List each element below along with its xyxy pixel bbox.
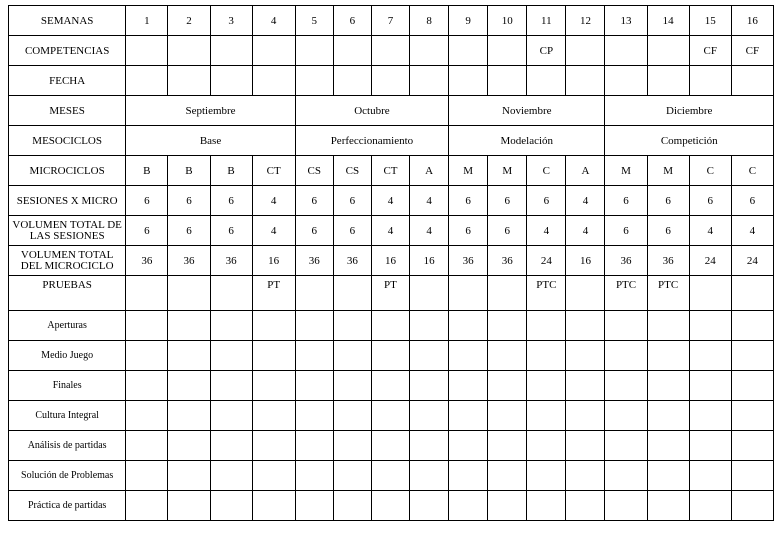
row-microciclos <box>9 156 774 186</box>
cell-volumen-sesiones: 4 <box>566 216 605 246</box>
cell-volumen-micro: 36 <box>647 246 689 276</box>
cell-empty <box>168 341 210 371</box>
cell-empty <box>371 401 409 431</box>
cell-empty <box>566 341 605 371</box>
cell-empty <box>333 431 371 461</box>
cell-prueba <box>295 276 333 311</box>
row-label-microciclos: MICROCICLOS <box>9 156 126 186</box>
cell-empty <box>731 431 773 461</box>
cell-empty <box>566 491 605 521</box>
cell-volumen-micro: 24 <box>527 246 566 276</box>
row-label-medio-juego: Medio Juego <box>9 341 126 371</box>
cell-volumen-micro: 24 <box>689 246 731 276</box>
cell-fecha <box>126 66 168 96</box>
row-label-practica-partidas: Práctica de partidas <box>9 491 126 521</box>
cell-fecha <box>168 66 210 96</box>
cell-semanas: 4 <box>252 6 295 36</box>
row-semanas <box>9 6 774 36</box>
cell-empty <box>527 371 566 401</box>
cell-prueba: PTC <box>527 276 566 311</box>
cell-empty <box>168 461 210 491</box>
cell-empty <box>371 431 409 461</box>
cell-microciclo: C <box>731 156 773 186</box>
cell-sesiones: 4 <box>566 186 605 216</box>
cell-volumen-micro: 36 <box>605 246 647 276</box>
cell-empty <box>295 431 333 461</box>
cell-empty <box>647 341 689 371</box>
cell-semanas: 3 <box>210 6 252 36</box>
cell-fecha <box>689 66 731 96</box>
cell-competencias <box>295 36 333 66</box>
cell-empty <box>295 371 333 401</box>
cell-sesiones: 6 <box>647 186 689 216</box>
cell-fecha <box>252 66 295 96</box>
cell-sesiones: 6 <box>210 186 252 216</box>
cell-empty <box>566 371 605 401</box>
cell-fecha <box>210 66 252 96</box>
cell-semanas: 13 <box>605 6 647 36</box>
row-label-pruebas: PRUEBAS <box>9 276 126 311</box>
cell-semanas: 11 <box>527 6 566 36</box>
cell-volumen-micro: 36 <box>333 246 371 276</box>
cell-prueba <box>410 276 449 311</box>
cell-empty <box>410 371 449 401</box>
cell-competencias <box>605 36 647 66</box>
cell-fecha <box>449 66 488 96</box>
cell-empty <box>333 401 371 431</box>
cell-prueba <box>449 276 488 311</box>
cell-empty <box>731 311 773 341</box>
row-label-volumen-microciclo: VOLUMEN TOTAL DEL MICROCICLO <box>9 246 126 276</box>
cell-fecha <box>566 66 605 96</box>
cell-semanas: 6 <box>333 6 371 36</box>
cell-empty <box>210 461 252 491</box>
cell-microciclo: CS <box>333 156 371 186</box>
cell-fecha <box>410 66 449 96</box>
cell-empty <box>295 341 333 371</box>
cell-empty <box>647 311 689 341</box>
cell-fecha <box>527 66 566 96</box>
cell-empty <box>410 341 449 371</box>
cell-competencias <box>333 36 371 66</box>
cell-volumen-micro: 16 <box>410 246 449 276</box>
cell-prueba <box>333 276 371 311</box>
cell-empty <box>449 491 488 521</box>
cell-semanas: 9 <box>449 6 488 36</box>
cell-empty <box>410 401 449 431</box>
cell-sesiones: 6 <box>295 186 333 216</box>
cell-fecha <box>647 66 689 96</box>
cell-empty <box>168 371 210 401</box>
cell-sesiones: 6 <box>126 186 168 216</box>
cell-empty <box>333 311 371 341</box>
row-label-volumen-sesiones: VOLUMEN TOTAL DE LAS SESIONES <box>9 216 126 246</box>
cell-empty <box>168 401 210 431</box>
cell-empty <box>488 461 527 491</box>
cell-empty <box>410 431 449 461</box>
cell-sesiones: 6 <box>488 186 527 216</box>
cell-fecha <box>605 66 647 96</box>
cell-empty <box>449 311 488 341</box>
row-finales <box>9 371 774 401</box>
cell-empty <box>527 401 566 431</box>
cell-microciclo: M <box>605 156 647 186</box>
cell-empty <box>252 341 295 371</box>
cell-empty <box>689 491 731 521</box>
cell-fecha <box>333 66 371 96</box>
row-competencias <box>9 36 774 66</box>
cell-mesociclo: Competición <box>605 126 774 156</box>
cell-volumen-sesiones: 4 <box>689 216 731 246</box>
cell-empty <box>605 401 647 431</box>
cell-empty <box>168 491 210 521</box>
cell-empty <box>371 341 409 371</box>
cell-empty <box>605 491 647 521</box>
cell-empty <box>252 371 295 401</box>
cell-prueba <box>126 276 168 311</box>
cell-microciclo: B <box>210 156 252 186</box>
cell-empty <box>689 461 731 491</box>
cell-empty <box>295 461 333 491</box>
cell-empty <box>488 341 527 371</box>
cell-volumen-micro: 24 <box>731 246 773 276</box>
cell-volumen-sesiones: 6 <box>168 216 210 246</box>
cell-empty <box>566 431 605 461</box>
cell-empty <box>252 491 295 521</box>
cell-empty <box>488 401 527 431</box>
cell-empty <box>126 491 168 521</box>
cell-competencias <box>410 36 449 66</box>
cell-volumen-micro: 16 <box>371 246 409 276</box>
cell-competencias <box>371 36 409 66</box>
cell-empty <box>605 431 647 461</box>
row-solucion-problemas <box>9 461 774 491</box>
cell-empty <box>527 341 566 371</box>
cell-competencias: CP <box>527 36 566 66</box>
cell-volumen-sesiones: 6 <box>210 216 252 246</box>
cell-empty <box>689 341 731 371</box>
cell-empty <box>449 461 488 491</box>
cell-prueba <box>210 276 252 311</box>
cell-empty <box>527 491 566 521</box>
cell-empty <box>210 431 252 461</box>
cell-empty <box>252 431 295 461</box>
cell-empty <box>126 461 168 491</box>
row-practica-partidas <box>9 491 774 521</box>
cell-mes: Septiembre <box>126 96 295 126</box>
cell-empty <box>566 401 605 431</box>
cell-empty <box>689 431 731 461</box>
cell-prueba <box>731 276 773 311</box>
cell-empty <box>371 491 409 521</box>
cell-microciclo: C <box>689 156 731 186</box>
cell-sesiones: 6 <box>689 186 731 216</box>
cell-empty <box>210 401 252 431</box>
row-label-competencias: COMPETENCIAS <box>9 36 126 66</box>
cell-volumen-sesiones: 4 <box>371 216 409 246</box>
cell-prueba <box>566 276 605 311</box>
cell-volumen-micro: 36 <box>168 246 210 276</box>
cell-competencias <box>252 36 295 66</box>
cell-microciclo: CS <box>295 156 333 186</box>
cell-competencias <box>210 36 252 66</box>
row-label-meses: MESES <box>9 96 126 126</box>
cell-empty <box>689 401 731 431</box>
cell-sesiones: 4 <box>410 186 449 216</box>
cell-microciclo: B <box>168 156 210 186</box>
cell-sesiones: 4 <box>371 186 409 216</box>
cell-sesiones: 6 <box>527 186 566 216</box>
cell-volumen-sesiones: 6 <box>647 216 689 246</box>
cell-semanas: 16 <box>731 6 773 36</box>
cell-volumen-sesiones: 4 <box>731 216 773 246</box>
cell-empty <box>168 311 210 341</box>
cell-empty <box>295 311 333 341</box>
cell-empty <box>488 491 527 521</box>
cell-competencias <box>168 36 210 66</box>
cell-empty <box>252 461 295 491</box>
training-plan-table <box>8 5 774 521</box>
cell-semanas: 8 <box>410 6 449 36</box>
cell-sesiones: 6 <box>605 186 647 216</box>
cell-empty <box>731 371 773 401</box>
cell-empty <box>449 431 488 461</box>
cell-empty <box>488 431 527 461</box>
row-medio-juego <box>9 341 774 371</box>
cell-empty <box>731 401 773 431</box>
row-mesociclos <box>9 126 774 156</box>
cell-mesociclo: Modelación <box>449 126 605 156</box>
cell-competencias: CF <box>689 36 731 66</box>
cell-empty <box>647 371 689 401</box>
cell-semanas: 12 <box>566 6 605 36</box>
cell-semanas: 15 <box>689 6 731 36</box>
cell-fecha <box>371 66 409 96</box>
cell-empty <box>410 461 449 491</box>
cell-empty <box>605 341 647 371</box>
cell-volumen-micro: 36 <box>210 246 252 276</box>
cell-empty <box>731 491 773 521</box>
cell-prueba <box>488 276 527 311</box>
cell-empty <box>210 491 252 521</box>
cell-empty <box>488 311 527 341</box>
cell-volumen-micro: 36 <box>126 246 168 276</box>
cell-prueba: PTC <box>605 276 647 311</box>
cell-empty <box>126 371 168 401</box>
cell-volumen-sesiones: 6 <box>333 216 371 246</box>
cell-microciclo: M <box>647 156 689 186</box>
cell-volumen-micro: 36 <box>295 246 333 276</box>
row-cultura-integral <box>9 401 774 431</box>
cell-empty <box>689 371 731 401</box>
cell-empty <box>449 401 488 431</box>
cell-semanas: 2 <box>168 6 210 36</box>
cell-microciclo: CT <box>252 156 295 186</box>
cell-empty <box>410 311 449 341</box>
row-analisis-partidas <box>9 431 774 461</box>
cell-empty <box>566 461 605 491</box>
cell-mes: Diciembre <box>605 96 774 126</box>
cell-mes: Noviembre <box>449 96 605 126</box>
cell-empty <box>126 341 168 371</box>
cell-empty <box>605 371 647 401</box>
cell-microciclo: B <box>126 156 168 186</box>
cell-empty <box>488 371 527 401</box>
row-meses <box>9 96 774 126</box>
cell-volumen-micro: 36 <box>488 246 527 276</box>
cell-empty <box>527 431 566 461</box>
cell-semanas: 10 <box>488 6 527 36</box>
cell-mesociclo: Perfeccionamiento <box>295 126 448 156</box>
row-label-solucion-problemas: Solución de Problemas <box>9 461 126 491</box>
cell-fecha <box>488 66 527 96</box>
cell-mesociclo: Base <box>126 126 295 156</box>
cell-empty <box>410 491 449 521</box>
cell-prueba <box>168 276 210 311</box>
cell-volumen-micro: 16 <box>566 246 605 276</box>
cell-volumen-sesiones: 6 <box>126 216 168 246</box>
cell-empty <box>333 461 371 491</box>
cell-empty <box>252 311 295 341</box>
row-label-fecha: FECHA <box>9 66 126 96</box>
cell-sesiones: 6 <box>449 186 488 216</box>
cell-volumen-sesiones: 6 <box>449 216 488 246</box>
cell-semanas: 14 <box>647 6 689 36</box>
cell-empty <box>731 341 773 371</box>
cell-competencias <box>647 36 689 66</box>
cell-empty <box>449 371 488 401</box>
row-label-sesiones: SESIONES X MICRO <box>9 186 126 216</box>
cell-empty <box>449 341 488 371</box>
cell-sesiones: 6 <box>333 186 371 216</box>
cell-empty <box>647 431 689 461</box>
cell-empty <box>527 461 566 491</box>
cell-semanas: 5 <box>295 6 333 36</box>
cell-empty <box>333 371 371 401</box>
row-label-finales: Finales <box>9 371 126 401</box>
cell-empty <box>566 311 605 341</box>
row-sesiones <box>9 186 774 216</box>
cell-volumen-sesiones: 4 <box>252 216 295 246</box>
cell-empty <box>210 341 252 371</box>
cell-prueba: PT <box>252 276 295 311</box>
row-label-aperturas: Aperturas <box>9 311 126 341</box>
cell-volumen-micro: 16 <box>252 246 295 276</box>
cell-empty <box>647 401 689 431</box>
cell-microciclo: M <box>449 156 488 186</box>
cell-volumen-sesiones: 4 <box>410 216 449 246</box>
cell-fecha <box>731 66 773 96</box>
cell-competencias <box>126 36 168 66</box>
cell-microciclo: M <box>488 156 527 186</box>
row-label-analisis-partidas: Análisis de partidas <box>9 431 126 461</box>
cell-empty <box>647 461 689 491</box>
row-pruebas <box>9 276 774 311</box>
cell-mes: Octubre <box>295 96 448 126</box>
cell-empty <box>647 491 689 521</box>
cell-sesiones: 6 <box>731 186 773 216</box>
cell-empty <box>295 491 333 521</box>
cell-empty <box>126 431 168 461</box>
cell-empty <box>168 431 210 461</box>
cell-competencias <box>449 36 488 66</box>
cell-competencias <box>488 36 527 66</box>
row-label-cultura-integral: Cultura Integral <box>9 401 126 431</box>
cell-volumen-sesiones: 6 <box>605 216 647 246</box>
cell-microciclo: CT <box>371 156 409 186</box>
cell-empty <box>333 341 371 371</box>
row-label-semanas: SEMANAS <box>9 6 126 36</box>
cell-competencias: CF <box>731 36 773 66</box>
row-aperturas <box>9 311 774 341</box>
cell-empty <box>605 311 647 341</box>
cell-semanas: 1 <box>126 6 168 36</box>
cell-sesiones: 6 <box>168 186 210 216</box>
cell-semanas: 7 <box>371 6 409 36</box>
cell-microciclo: C <box>527 156 566 186</box>
cell-empty <box>210 371 252 401</box>
cell-empty <box>333 491 371 521</box>
cell-prueba: PT <box>371 276 409 311</box>
cell-empty <box>295 401 333 431</box>
cell-microciclo: A <box>410 156 449 186</box>
cell-empty <box>689 311 731 341</box>
cell-empty <box>527 311 566 341</box>
cell-empty <box>371 461 409 491</box>
cell-volumen-micro: 36 <box>449 246 488 276</box>
cell-empty <box>371 371 409 401</box>
cell-volumen-sesiones: 6 <box>488 216 527 246</box>
cell-volumen-sesiones: 6 <box>295 216 333 246</box>
cell-empty <box>731 461 773 491</box>
cell-empty <box>126 401 168 431</box>
row-volumen-microciclo <box>9 246 774 276</box>
cell-empty <box>210 311 252 341</box>
cell-empty <box>605 461 647 491</box>
row-fecha <box>9 66 774 96</box>
cell-fecha <box>295 66 333 96</box>
cell-competencias <box>566 36 605 66</box>
cell-prueba: PTC <box>647 276 689 311</box>
cell-microciclo: A <box>566 156 605 186</box>
cell-prueba <box>689 276 731 311</box>
cell-sesiones: 4 <box>252 186 295 216</box>
cell-empty <box>126 311 168 341</box>
cell-empty <box>252 401 295 431</box>
row-volumen-sesiones <box>9 216 774 246</box>
row-label-mesociclos: MESOCICLOS <box>9 126 126 156</box>
cell-empty <box>371 311 409 341</box>
cell-volumen-sesiones: 4 <box>527 216 566 246</box>
